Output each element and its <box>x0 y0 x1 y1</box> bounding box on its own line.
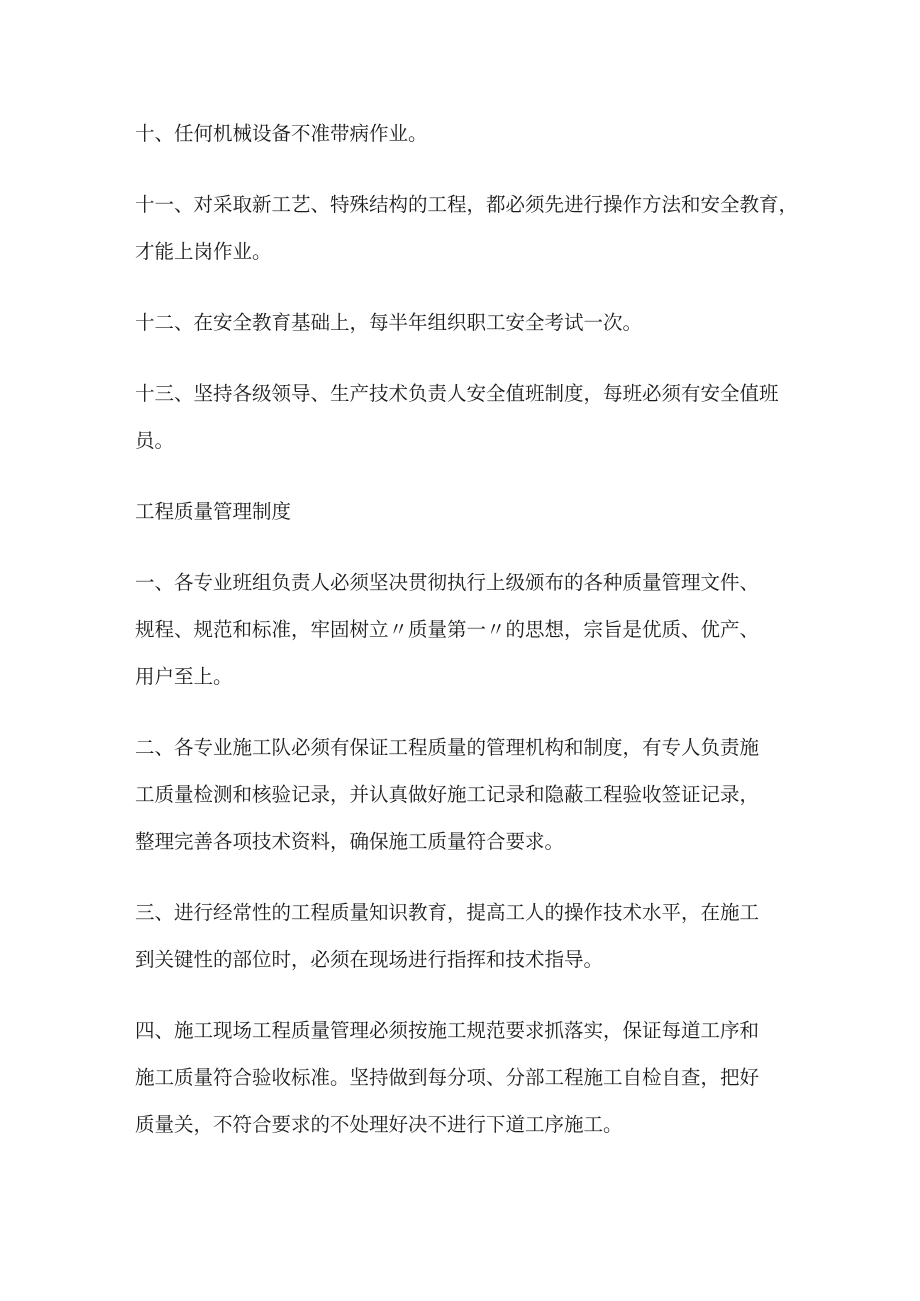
quality-item-4 <box>135 1007 785 1148</box>
paragraph-line: 十、任何机械设备不准带病作业。 <box>135 122 428 145</box>
paragraph-line: 整理完善各项技术资料，确保施工质量符合要求。 <box>135 830 565 853</box>
section-heading: 工程质量管理制度 <box>135 500 292 523</box>
paragraph-line: 十二、在安全教育基础上，每半年组织职工安全考试一次。 <box>135 311 643 334</box>
paragraph-item-10 <box>135 110 785 157</box>
paragraph-line: 用户至上。 <box>135 665 233 688</box>
paragraph-line: 工质量检测和核验记录，并认真做好施工记录和隐蔽工程验收签证记录， <box>135 783 760 806</box>
paragraph-line: 才能上岗作业。 <box>135 240 272 263</box>
paragraph-line: 三、进行经常性的工程质量知识教育，提高工人的操作技术水平，在施工 <box>135 901 760 924</box>
quality-item-1 <box>135 559 785 700</box>
paragraph-line: 质量关，不符合要求的不处理好决不进行下道工序施工。 <box>135 1113 623 1136</box>
paragraph-line: 十一、对采取新工艺、特殊结构的工程，都必须先进行操作方法和安全教育， <box>135 193 799 216</box>
paragraph-line: 员。 <box>135 429 175 452</box>
paragraph-item-12 <box>135 299 785 346</box>
paragraph-item-13 <box>135 370 785 464</box>
document-page <box>135 110 799 1172</box>
quality-item-3 <box>135 889 785 983</box>
paragraph-line: 一、各专业班组负责人必须坚决贯彻执行上级颁布的各种质量管理文件、 <box>135 571 760 594</box>
paragraph-item-11 <box>135 181 799 275</box>
paragraph-line: 施工质量符合验收标准。坚持做到每分项、分部工程施工自检自查，把好 <box>135 1066 760 1089</box>
quality-item-2 <box>135 724 785 865</box>
paragraph-line: 规程、规范和标准，牢固树立〃质量第一〃的思想，宗旨是优质、优产、 <box>135 618 760 641</box>
paragraph-line: 到关键性的部位时，必须在现场进行指挥和技术指导。 <box>135 948 604 971</box>
paragraph-line: 二、各专业施工队必须有保证工程质量的管理机构和制度，有专人负责施 <box>135 736 760 759</box>
paragraph-line: 四、施工现场工程质量管理必须按施工规范要求抓落实，保证每道工序和 <box>135 1019 760 1042</box>
paragraph-line: 十三、坚持各级领导、生产技术负责人安全值班制度，每班必须有安全值班 <box>135 382 779 405</box>
